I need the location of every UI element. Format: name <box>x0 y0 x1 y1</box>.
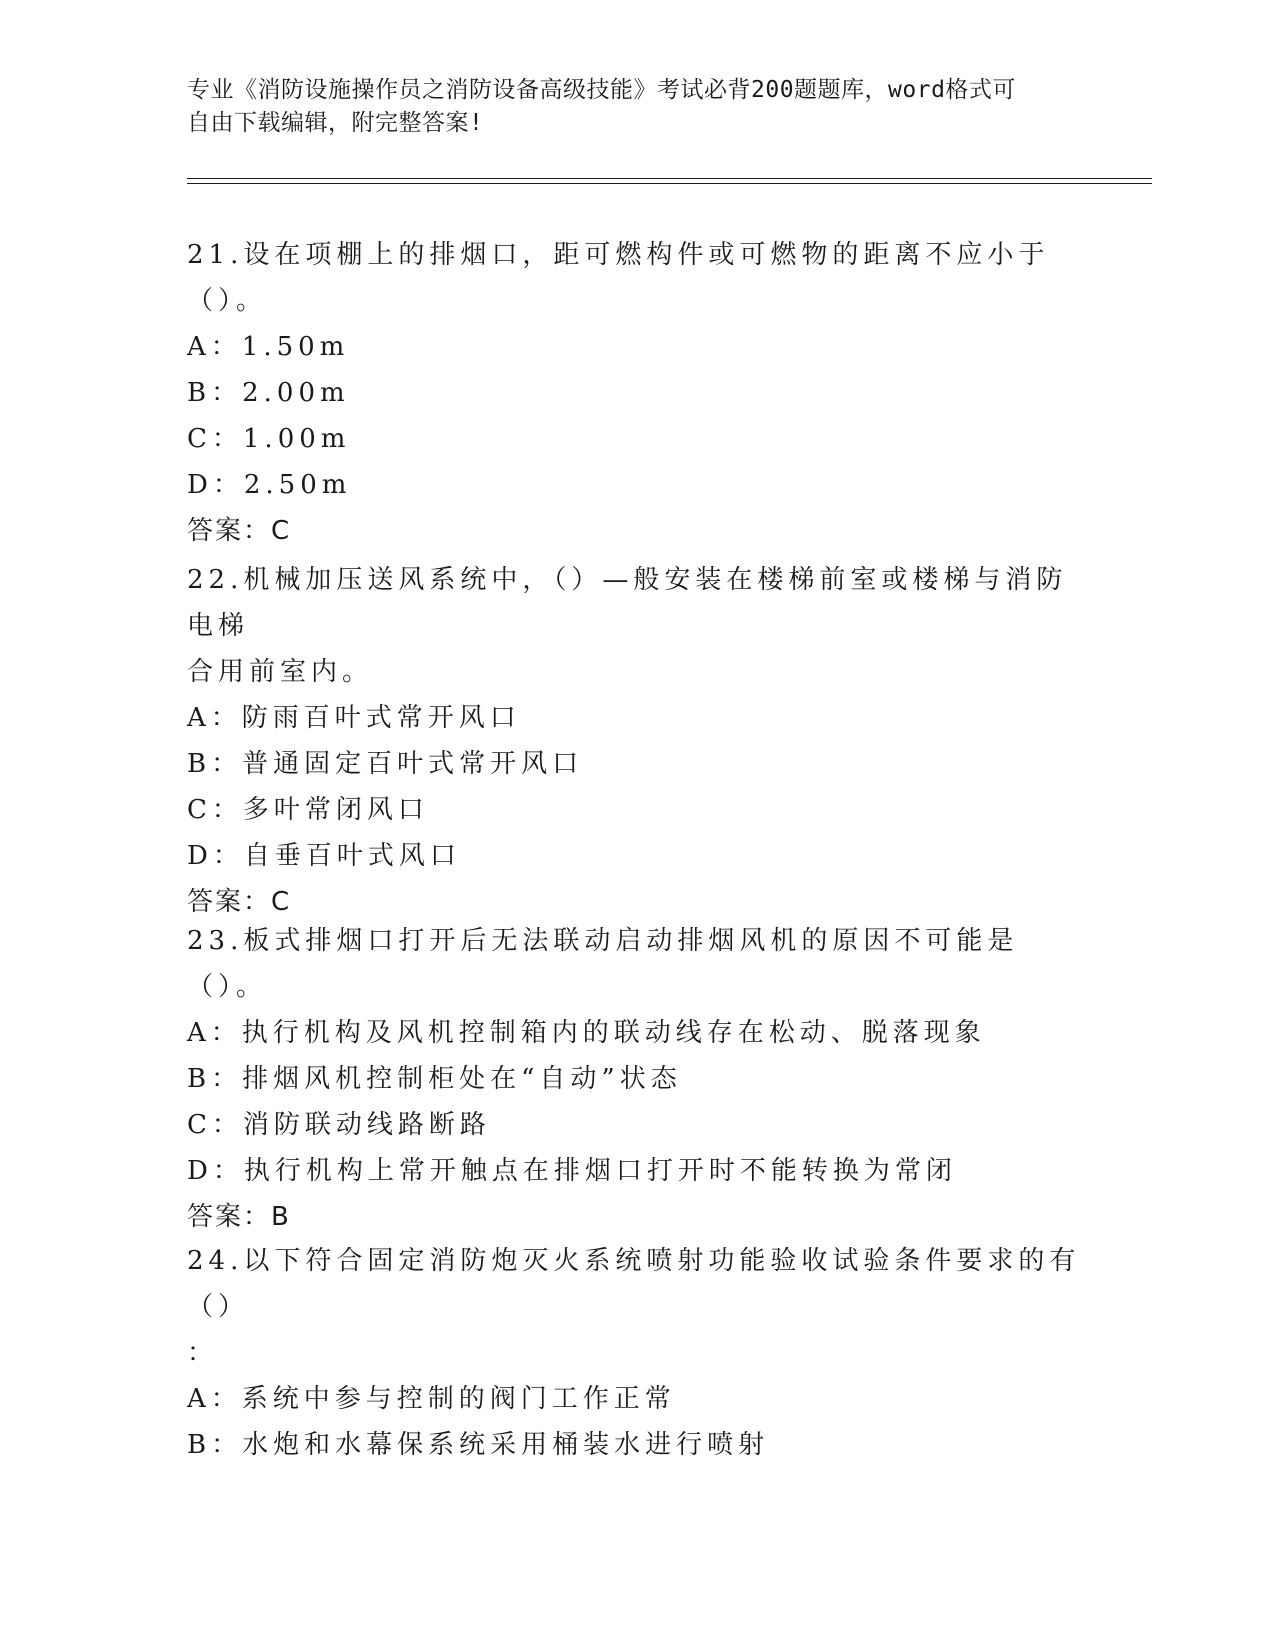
question-21 <box>187 232 1087 554</box>
header-divider-bottom <box>187 183 1152 184</box>
option-b: B：普通固定百叶式常开风口 <box>187 749 584 779</box>
question-24 <box>187 1238 1087 1468</box>
question-23 <box>187 918 1087 1240</box>
question-title: 22.机械加压送风系统中，（）—般安装在楼梯前室或楼梯与消防电梯 <box>187 565 1068 641</box>
option-a: A：系统中参与控制的阀门工作正常 <box>187 1384 676 1414</box>
option-d: D：执行机构上常开触点在排烟口打开时不能转换为常闭 <box>187 1156 957 1186</box>
option-d: D：自垂百叶式风口 <box>187 841 461 871</box>
answer: 答案：C <box>187 887 292 917</box>
option-c: C：1.00m <box>187 424 351 454</box>
option-c: C：多叶常闭风口 <box>187 795 429 825</box>
option-b: B：水炮和水幕保系统采用桶装水进行喷射 <box>187 1430 770 1460</box>
question-title-continued: 合用前室内。 <box>187 657 374 687</box>
option-c: C：消防联动线路断路 <box>187 1110 491 1140</box>
document-header <box>187 74 1067 140</box>
answer: 答案：B <box>187 1202 291 1232</box>
question-title-continued: ： <box>187 1338 219 1368</box>
question-title: 23.板式排烟口打开后无法联动启动排烟风机的原因不可能是（）。 <box>187 926 1019 1002</box>
question-title: 21.设在项棚上的排烟口，距可燃构件或可燃物的距离不应小于（）。 <box>187 240 1050 316</box>
option-b: B：排烟风机控制柜处在“自动”状态 <box>187 1064 682 1094</box>
option-a: A：防雨百叶式常开风口 <box>187 703 521 733</box>
answer: 答案：C <box>187 516 292 546</box>
option-a: A：执行机构及风机控制箱内的联动线存在松动、脱落现象 <box>187 1018 986 1048</box>
option-a: A：1.50m <box>187 332 350 362</box>
header-line-1: 专业《消防设施操作员之消防设备高级技能》考试必背200题题库，word格式可 <box>187 77 1016 103</box>
option-d: D：2.50m <box>187 470 352 500</box>
question-22 <box>187 557 1087 925</box>
question-title: 24.以下符合固定消防炮灭火系统喷射功能验收试验条件要求的有（） <box>187 1246 1081 1322</box>
header-divider-top <box>187 178 1152 179</box>
option-b: B：2.00m <box>187 378 350 408</box>
header-line-2: 自由下载编辑，附完整答案! <box>187 110 484 136</box>
